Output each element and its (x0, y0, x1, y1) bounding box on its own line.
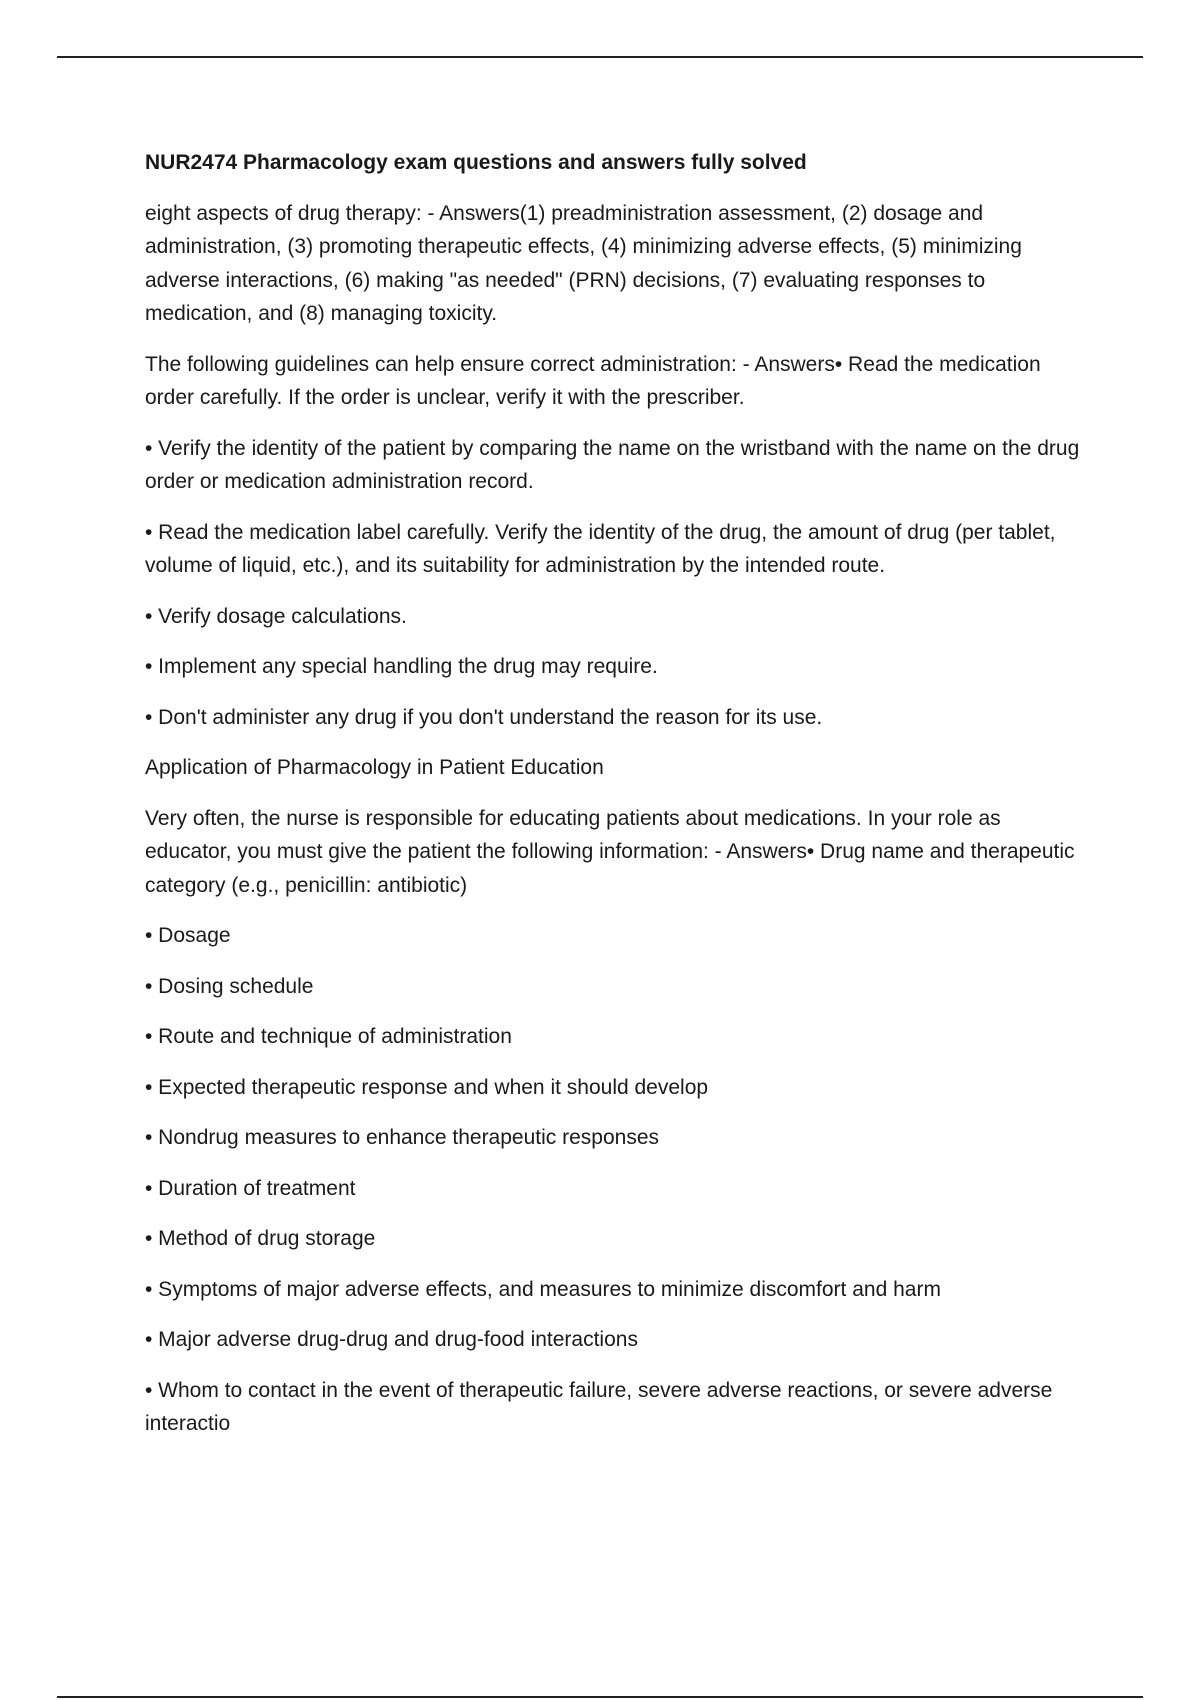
list-item: • Route and technique of administration (145, 1025, 512, 1048)
list-item: • Symptoms of major adverse effects, and measures to minimize discomfort and harm (145, 1277, 941, 1301)
list-item: • Major adverse drug-drug and drug-food interactions (145, 1328, 638, 1351)
list-item: • Nondrug measures to enhance therapeutic responses (145, 1126, 659, 1149)
paragraph-patient-education: Very often, the nurse is responsible for educating patients about medications. In your role as educator, you must give the patient the following information: - Answers• Drug name and therapeutic category (e.g., penicillin: antibiotic) (145, 806, 1075, 897)
list-item: • Implement any special handling the drug may require. (145, 655, 658, 678)
list-item: • Expected therapeutic response and when it should develop (145, 1075, 709, 1099)
document-title: NUR2474 Pharmacology exam questions and answers fully solved (145, 151, 807, 174)
list-item: • Duration of treatment (145, 1176, 356, 1200)
header-rule (57, 56, 1143, 58)
footer-rule (57, 1696, 1143, 1698)
section-heading: Application of Pharmacology in Patient Education (145, 756, 604, 779)
list-item: • Read the medication label carefully. Verify the identity of the drug, the amount of drug (per tablet, volume of liquid, etc.), and its suitability for administration by the intended route. (145, 520, 1056, 577)
document-body (145, 146, 1085, 1458)
list-item: • Verify the identity of the patient by comparing the name on the wristband with the name on the drug order or medication administration record. (145, 436, 1080, 493)
paragraph-drug-therapy-aspects: eight aspects of drug therapy: - Answers(1) preadministration assessment, (2) dosage and administration, (3) promoting therapeutic effects, (4) minimizing adverse effects, (5) minimizing adverse interactions, (6) making "as needed" (PRN) decisions, (7) evaluating responses to medication, and (8) managing toxicity. (145, 201, 1022, 325)
list-item: • Method of drug storage (145, 1227, 376, 1250)
list-item: • Verify dosage calculations. (145, 604, 407, 628)
list-item: • Whom to contact in the event of therapeutic failure, severe adverse reactions, or severe adverse interactio (145, 1378, 1053, 1435)
paragraph-administration-guidelines: The following guidelines can help ensure correct administration: - Answers• Read the medication order carefully. If the order is unclear, verify it with the prescriber. (145, 352, 1041, 409)
list-item: • Dosage (145, 924, 231, 947)
list-item: • Dosing schedule (145, 974, 314, 998)
list-item: • Don't administer any drug if you don't understand the reason for its use. (145, 705, 823, 729)
